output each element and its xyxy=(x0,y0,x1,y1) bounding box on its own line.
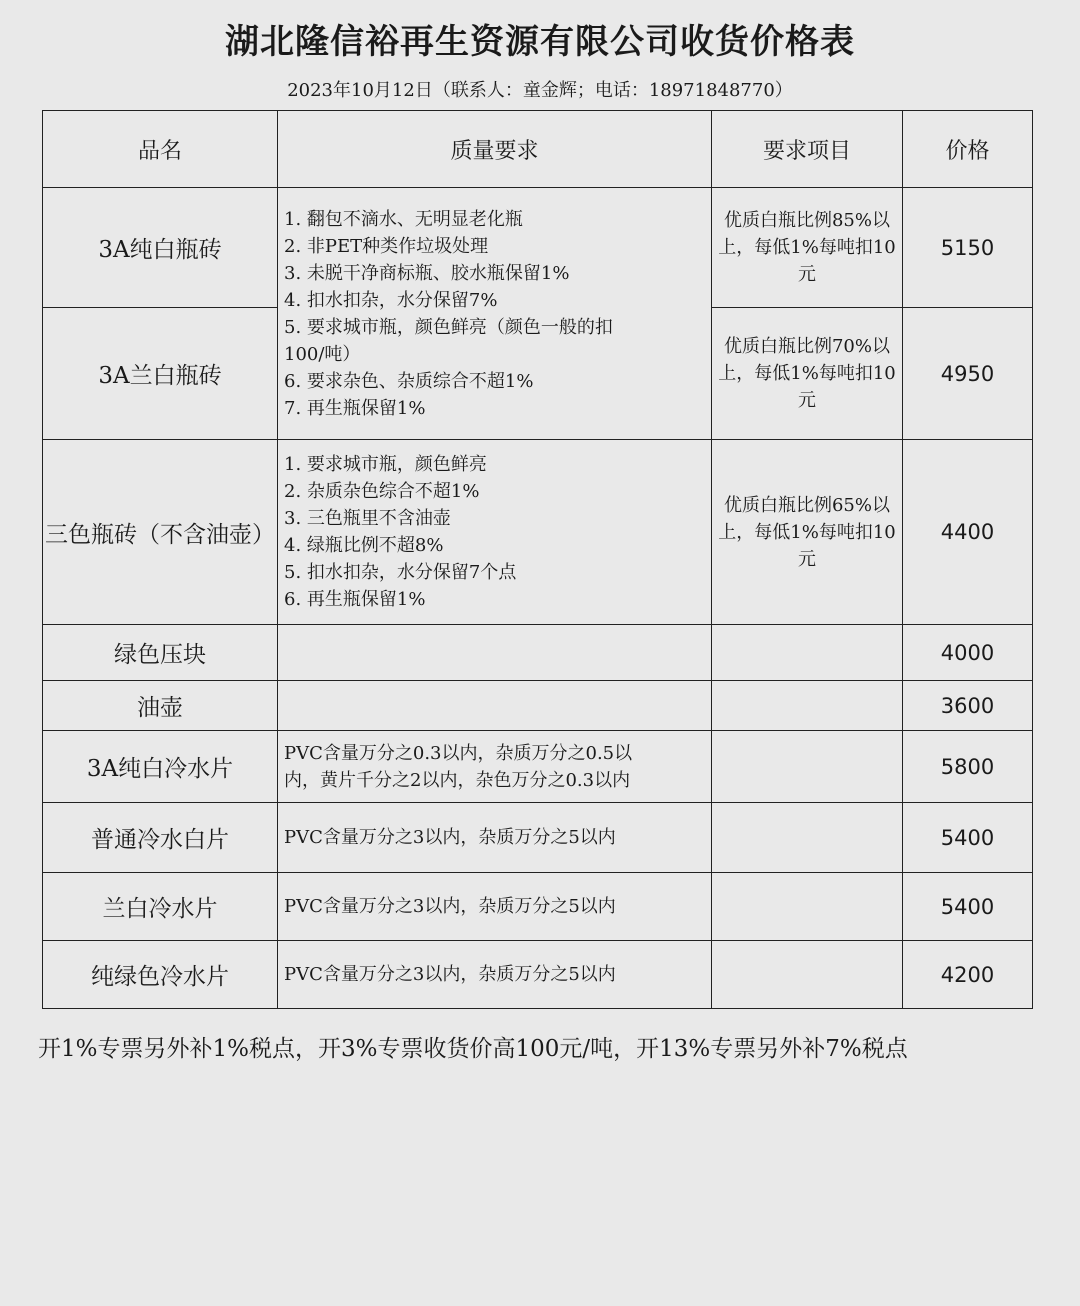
table-row xyxy=(43,440,1033,625)
quality-requirements: 1. 要求城市瓶，颜色鲜亮 2. 杂质杂色综合不超1% 3. 三色瓶里不含油壶 4. 绿瓶比例不超8% 5. 扣水扣杂，水分保留7个点 6. 再生瓶保留1% xyxy=(278,440,712,625)
price-value: 3600 xyxy=(903,681,1033,731)
tax-note: 开1%专票另外补1%税点，开3%专票收货价高100元/吨，开13%专票另外补7%税点 xyxy=(38,1036,908,1062)
product-name: 3A兰白瓶砖 xyxy=(43,308,278,440)
price-value: 4950 xyxy=(903,308,1033,440)
price-value: 5400 xyxy=(903,803,1033,873)
price-value: 4200 xyxy=(903,941,1033,1009)
requirement-item: 优质白瓶比例65%以上，每低1%每吨扣10元 xyxy=(712,440,903,625)
quality-requirements xyxy=(278,681,712,731)
product-name: 三色瓶砖（不含油壶） xyxy=(43,440,278,625)
product-name: 3A纯白冷水片 xyxy=(43,731,278,803)
quality-requirements: 1. 翻包不滴水、无明显老化瓶 2. 非PET种类作垃圾处理 3. 未脱干净商标瓶、胶水瓶保留1% 4. 扣水扣杂，水分保留7% 5. 要求城市瓶，颜色鲜亮（颜色一般的扣 100/吨） 6. 要求杂色、杂质综合不超1% 7. 再生瓶保留1% xyxy=(278,188,712,440)
col-header-requirement: 要求项目 xyxy=(712,111,903,188)
requirement-item xyxy=(712,731,903,803)
date-contact-line: 2023年10月12日（联系人：童金辉；电话：18971848770） xyxy=(287,80,793,101)
page-title: 湖北隆信裕再生资源有限公司收货价格表 xyxy=(225,22,855,62)
quality-requirements: PVC含量万分之3以内，杂质万分之5以内 xyxy=(278,803,712,873)
product-name: 纯绿色冷水片 xyxy=(43,941,278,1009)
table-row xyxy=(43,731,1033,803)
table-row xyxy=(43,625,1033,681)
price-value: 5400 xyxy=(903,873,1033,941)
requirement-item xyxy=(712,873,903,941)
requirement-item xyxy=(712,941,903,1009)
price-table xyxy=(42,110,1033,1009)
product-name: 油壶 xyxy=(43,681,278,731)
requirement-item xyxy=(712,681,903,731)
requirement-item xyxy=(712,625,903,681)
table-row xyxy=(43,941,1033,1009)
col-header-name: 品名 xyxy=(43,111,278,188)
price-value: 5150 xyxy=(903,188,1033,308)
product-name: 兰白冷水片 xyxy=(43,873,278,941)
quality-requirements: PVC含量万分之3以内，杂质万分之5以内 xyxy=(278,873,712,941)
requirement-item: 优质白瓶比例70%以上，每低1%每吨扣10元 xyxy=(712,308,903,440)
header-row xyxy=(43,111,1033,188)
product-name: 绿色压块 xyxy=(43,625,278,681)
quality-requirements xyxy=(278,625,712,681)
table-row xyxy=(43,873,1033,941)
product-name: 普通冷水白片 xyxy=(43,803,278,873)
product-name: 3A纯白瓶砖 xyxy=(43,188,278,308)
col-header-quality: 质量要求 xyxy=(278,111,712,188)
price-value: 4400 xyxy=(903,440,1033,625)
table-row xyxy=(43,188,1033,308)
quality-requirements: PVC含量万分之0.3以内，杂质万分之0.5以 内，黄片千分之2以内，杂色万分之0.3以内 xyxy=(278,731,712,803)
quality-requirements: PVC含量万分之3以内，杂质万分之5以内 xyxy=(278,941,712,1009)
col-header-price: 价格 xyxy=(903,111,1033,188)
price-value: 4000 xyxy=(903,625,1033,681)
requirement-item: 优质白瓶比例85%以上，每低1%每吨扣10元 xyxy=(712,188,903,308)
table-row xyxy=(43,803,1033,873)
requirement-item xyxy=(712,803,903,873)
price-value: 5800 xyxy=(903,731,1033,803)
table-row xyxy=(43,681,1033,731)
